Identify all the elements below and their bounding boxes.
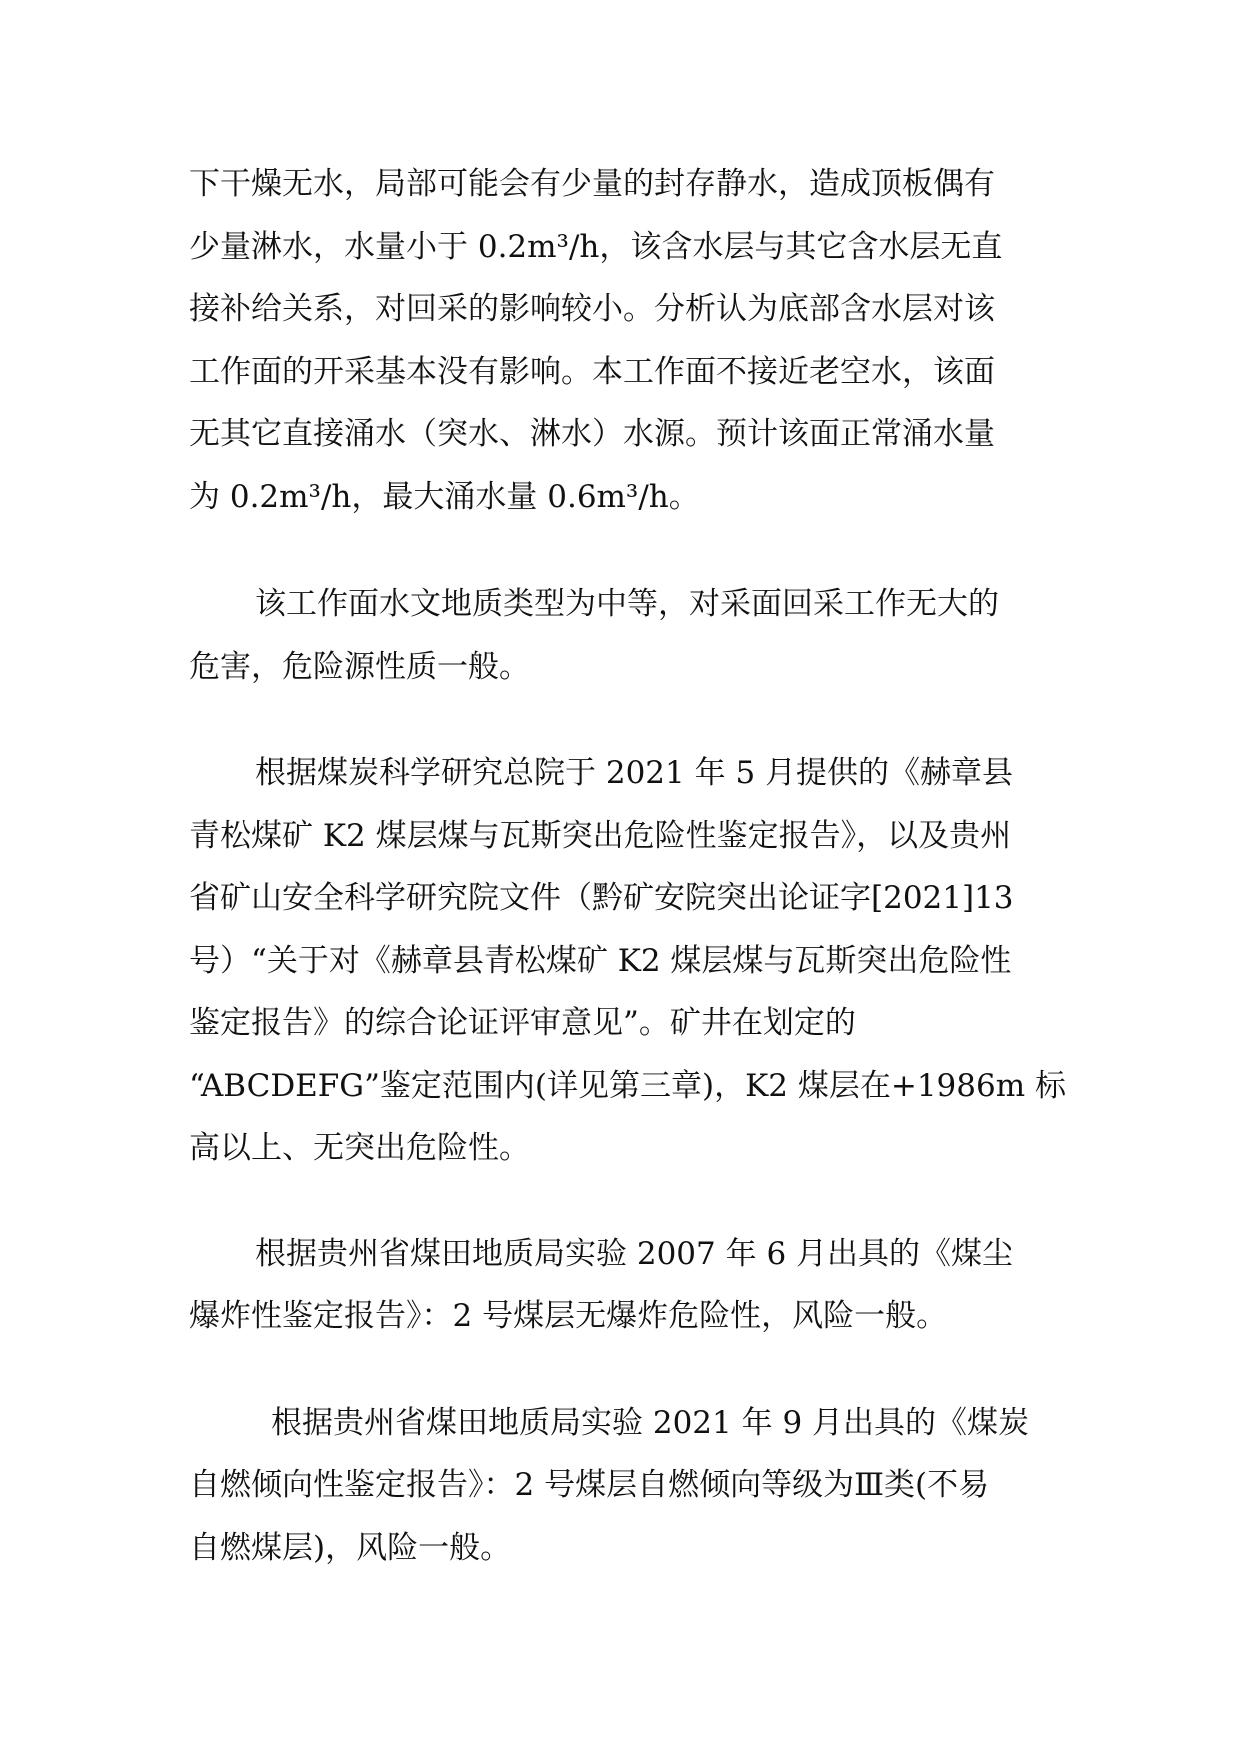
text-line: “ABCDEFG”鉴定范围内(详见第三章)，K2 煤层在+1986m 标 [189, 1067, 1066, 1104]
text-line: 号）“关于对《赫章县青松煤矿 K2 煤层煤与瓦斯突出危险性 [189, 942, 1012, 979]
paragraph-spontaneous-combustion [189, 1392, 1069, 1580]
text-line: 无其它直接涌水（突水、淋水）水源。预计该面正常涌水量 [189, 416, 995, 452]
text-line: 少量淋水，水量小于 0.2m³/h，该含水层与其它含水层无直 [189, 228, 1003, 265]
text-line: 为 0.2m³/h，最大涌水量 0.6m³/h。 [189, 478, 700, 515]
text-line: 根据贵州省煤田地质局实验 2007 年 6 月出具的《煤尘 [255, 1235, 1014, 1272]
text-line: 省矿山安全科学研究院文件（黔矿安院突出论证字[2021]13 [189, 880, 1014, 916]
text-line: 根据贵州省煤田地质局实验 2021 年 9 月出具的《煤炭 [271, 1404, 1030, 1441]
paragraph-water-inflow [189, 153, 1069, 528]
text-line: 接补给关系，对回采的影响较小。分析认为底部含水层对该 [189, 291, 995, 327]
document-body [189, 153, 1069, 1579]
text-line: 青松煤矿 K2 煤层煤与瓦斯突出危险性鉴定报告》，以及贵州 [189, 817, 1012, 854]
paragraph-coal-dust [189, 1223, 1069, 1348]
text-line: 爆炸性鉴定报告》：2 号煤层无爆炸危险性，风险一般。 [189, 1298, 948, 1334]
paragraph-hydrogeology [189, 573, 1069, 698]
text-line: 鉴定报告》的综合论证评审意见”。矿井在划定的 [189, 1005, 856, 1041]
text-line: 工作面的开采基本没有影响。本工作面不接近老空水，该面 [189, 353, 995, 390]
text-line: 危害，危险源性质一般。 [189, 648, 530, 685]
text-line: 自燃倾向性鉴定报告》：2 号煤层自燃倾向等级为Ⅲ类(不易 [189, 1467, 990, 1503]
text-line: 根据煤炭科学研究总院于 2021 年 5 月提供的《赫章县 [255, 755, 1014, 791]
text-line: 下干燥无水，局部可能会有少量的封存静水，造成顶板偶有 [189, 166, 995, 202]
paragraph-gas-outburst [189, 742, 1069, 1180]
text-line: 该工作面水文地质类型为中等，对采面回采工作无大的 [255, 586, 999, 622]
text-line: 高以上、无突出危险性。 [189, 1130, 530, 1166]
text-line: 自燃煤层)，风险一般。 [189, 1529, 512, 1566]
